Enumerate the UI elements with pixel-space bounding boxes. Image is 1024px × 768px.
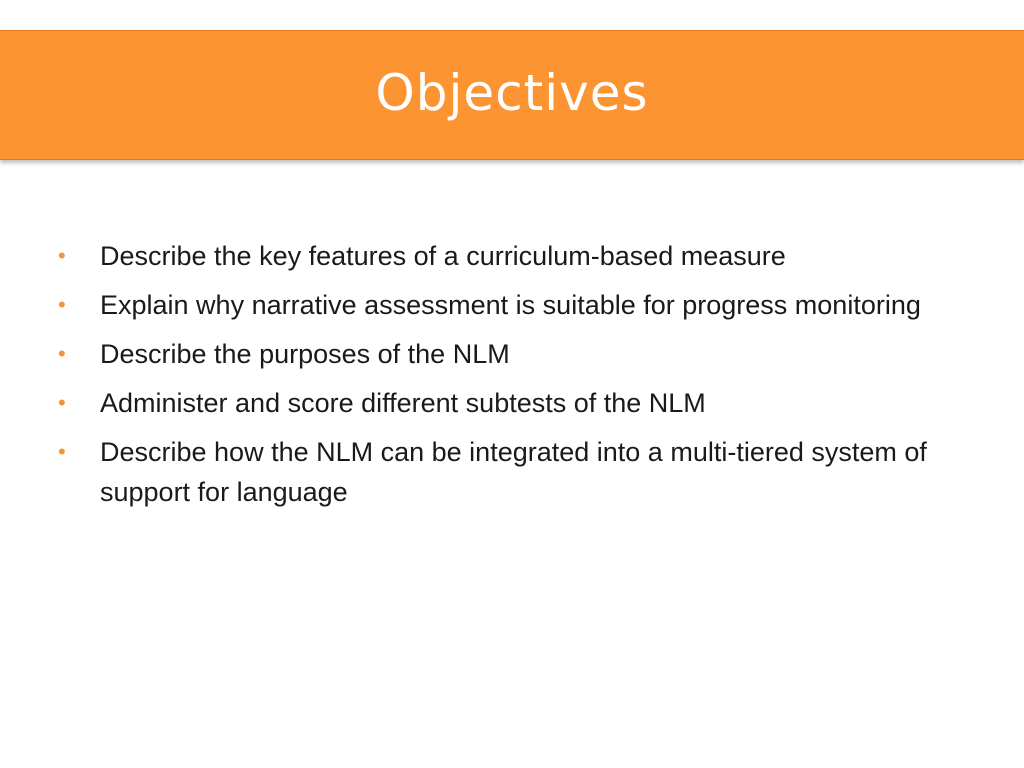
bullet-text: Describe the key features of a curriculum-based measure — [100, 241, 786, 271]
list-item — [58, 334, 958, 374]
bullet-dot-icon: • — [58, 292, 66, 317]
list-item — [58, 236, 958, 276]
bullet-text: Describe how the NLM can be integrated into a multi-tiered system of support for language — [100, 437, 927, 507]
bullet-dot-icon: • — [58, 341, 66, 366]
list-item — [58, 285, 958, 325]
bullet-dot-icon: • — [58, 439, 66, 464]
bullet-text: Explain why narrative assessment is suitable for progress monitoring — [100, 290, 921, 320]
bullet-text: Administer and score different subtests of the NLM — [100, 388, 706, 418]
slide-title: Objectives — [375, 64, 649, 122]
objectives-list — [58, 236, 958, 521]
bullet-text: Describe the purposes of the NLM — [100, 339, 510, 369]
bullet-dot-icon: • — [58, 390, 66, 415]
bullet-dot-icon: • — [58, 243, 66, 268]
list-item — [58, 383, 958, 423]
title-banner — [0, 30, 1024, 160]
list-item — [58, 432, 958, 512]
